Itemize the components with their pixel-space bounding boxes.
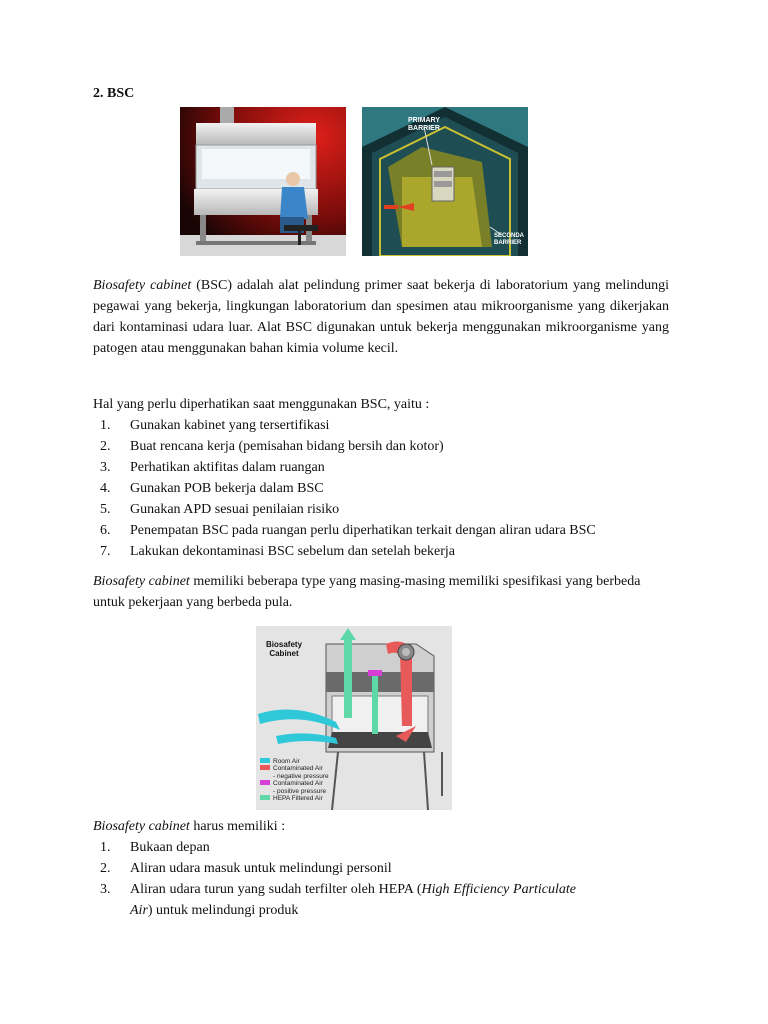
figure-title-line-2: Cabinet xyxy=(269,649,299,658)
legend-sub: - positive pressure xyxy=(273,787,327,795)
list-item: 1. Gunakan kabinet yang tersertifikasi xyxy=(100,418,330,433)
containment-barrier-diagram xyxy=(362,107,528,256)
list-item: 7. Lakukan dekontaminasi BSC sebelum dan setelah bekerja xyxy=(100,544,456,559)
bsc-airflow-figure xyxy=(256,626,452,810)
intro-paragraph xyxy=(93,275,669,359)
list-item: 2. Aliran udara masuk untuk melindungi personil xyxy=(100,861,392,876)
requirements-list xyxy=(93,837,683,921)
legend-entry: Contaminated Air xyxy=(260,765,329,772)
list-item: 6. Penempatan BSC pada ruangan perlu diperhatikan terkait dengan aliran udara BSC xyxy=(100,523,596,538)
legend-sub: - negative pressure xyxy=(273,772,329,780)
types-paragraph: Biosafety cabinet memiliki beberapa type yang masing-masing memiliki spesifikasi yang berbeda untuk pekerjaan yang berbeda pula. xyxy=(93,574,641,610)
list-item: 3. Perhatikan aktifitas dalam ruangan xyxy=(100,460,325,475)
secondary-barrier-label-1: SECONDA xyxy=(494,233,525,239)
figure-legend xyxy=(260,758,329,802)
requirements-intro: Biosafety cabinet harus memiliki : xyxy=(93,819,286,834)
list-item: 1. Bukaan depan xyxy=(100,840,210,855)
section-heading: 2. BSC xyxy=(93,86,135,101)
list-item: 4. Gunakan POB bekerja dalam BSC xyxy=(100,481,324,496)
swatch-icon xyxy=(260,758,270,763)
legend-entry: HEPA Filtered Air xyxy=(260,795,329,802)
primary-barrier-label-1: PRIMARY xyxy=(408,117,441,124)
secondary-barrier-label-2: BARRIER xyxy=(494,240,522,246)
list-item: 5. Gunakan APD sesuai penilaian risiko xyxy=(100,502,340,517)
primary-barrier-label-2: BARRIER xyxy=(408,125,440,132)
swatch-icon xyxy=(260,780,270,785)
legend-entry: Contaminated Air xyxy=(260,780,329,787)
italic-term: Biosafety cabinet xyxy=(93,278,192,293)
list-item: 2. Buat rencana kerja (pemisahan bidang bersih dan kotor) xyxy=(100,439,444,454)
italic-term: Biosafety cabinet xyxy=(93,574,190,589)
italic-term: Biosafety cabinet xyxy=(93,819,190,834)
swatch-icon xyxy=(260,795,270,800)
list-item: 3. Aliran udara turun yang sudah terfilter oleh HEPA (High Efficiency Particulate Air) untuk melindungi produk xyxy=(100,882,577,918)
checklist xyxy=(93,415,683,562)
intro-text: (BSC) adalah alat pelindung primer saat bekerja di laboratorium yang melindungi pegawai yang bekerja, lingkungan laboratorium dan spesimen atau mikroorganisme yang dikerjakan dari kontaminasi udara luar. Alat BSC digunakan untuk bekerja menggunakan mikroorganisme yang patogen atau menggunakan bahan kimia volume kecil. xyxy=(93,278,669,356)
swatch-icon xyxy=(260,765,270,770)
checklist-intro: Hal yang perlu diperhatikan saat menggunakan BSC, yaitu : xyxy=(93,397,430,412)
biosafety-cabinet-photo xyxy=(180,107,346,256)
legend-entry: Room Air xyxy=(260,758,329,765)
figure-title-line-1: Biosafety xyxy=(266,640,303,649)
